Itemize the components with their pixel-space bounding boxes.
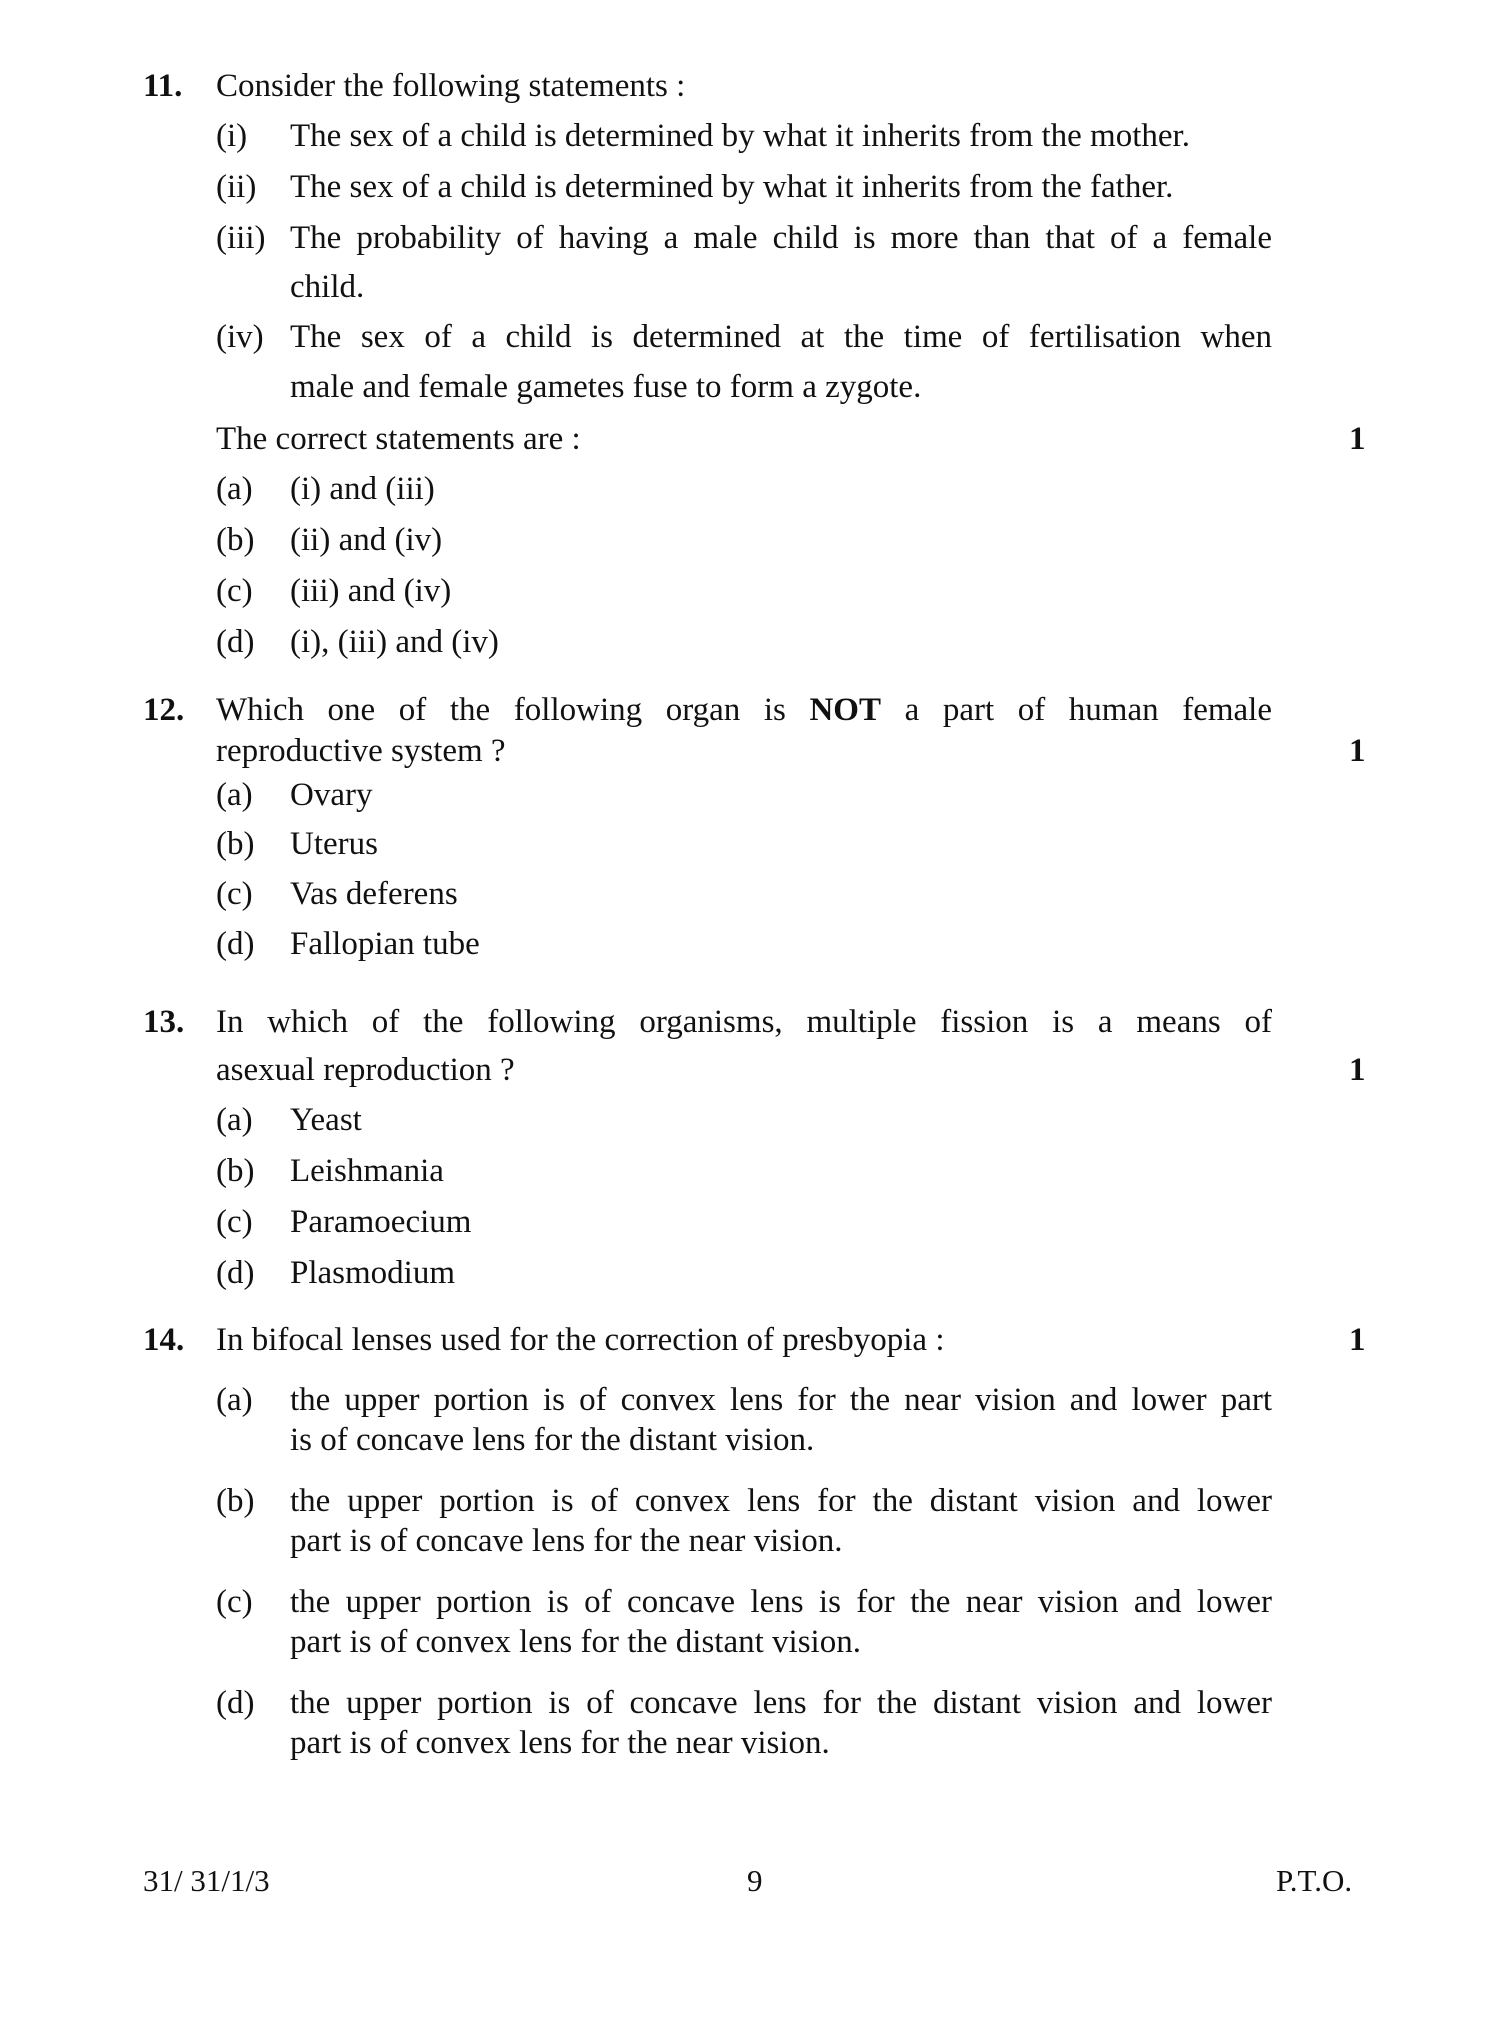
option-text: the upper portion is of convex lens for the distant vision and lower (290, 1483, 1272, 1519)
option-marker: (d) (216, 1685, 255, 1721)
option-text: the upper portion is of concave lens for the distant vision and lower (290, 1685, 1272, 1721)
option-text: (i) and (iii) (290, 471, 435, 507)
option-text-continued: part is of convex lens for the distant vision. (290, 1624, 861, 1660)
marks-label: 1 (1349, 733, 1366, 769)
question-stem-continued: reproductive system ? (216, 733, 506, 769)
page-number: 9 (747, 1863, 763, 1898)
question-stem: In which of the following organisms, multiple fission is a means of (216, 1004, 1272, 1040)
option-marker: (c) (216, 876, 253, 912)
option-marker: (a) (216, 1382, 253, 1418)
option-marker: (c) (216, 1204, 253, 1240)
option-text: Yeast (290, 1102, 362, 1138)
option-marker: (d) (216, 926, 255, 962)
option-text: Plasmodium (290, 1255, 456, 1291)
option-marker: (b) (216, 826, 255, 862)
option-marker: (b) (216, 1153, 255, 1189)
marks-label: 1 (1349, 1322, 1366, 1358)
option-marker: (c) (216, 573, 253, 609)
option-text: Fallopian tube (290, 926, 480, 962)
option-text: (i), (iii) and (iv) (290, 624, 499, 660)
option-marker: (d) (216, 1255, 255, 1291)
option-text: the upper portion is of convex lens for the near vision and lower part (290, 1382, 1272, 1418)
option-text: Paramoecium (290, 1204, 472, 1240)
statement-text: The sex of a child is determined by what it inherits from the mother. (290, 118, 1190, 154)
option-text: (ii) and (iv) (290, 522, 443, 558)
statement-marker: (iv) (216, 319, 264, 355)
option-marker: (c) (216, 1584, 253, 1620)
pto-label: P.T.O. (1276, 1863, 1353, 1898)
statement-text: The probability of having a male child is more than that of a female (290, 220, 1272, 256)
statement-text-continued: male and female gametes fuse to form a zygote. (290, 369, 922, 405)
option-marker: (b) (216, 1483, 255, 1519)
question-number: 11. (143, 68, 183, 104)
question-stem: Consider the following statements : (216, 68, 686, 104)
option-marker: (a) (216, 1102, 253, 1138)
emphasis-not: NOT (809, 692, 881, 728)
option-marker: (b) (216, 522, 255, 558)
statement-marker: (i) (216, 118, 248, 154)
paper-code: 31/ 31/1/3 (143, 1863, 270, 1898)
question-stem: Which one of the following organ is NOT a part of human female (216, 692, 1272, 728)
option-text-continued: is of concave lens for the distant vision. (290, 1422, 815, 1458)
option-text: Vas deferens (290, 876, 458, 912)
option-text-continued: part is of concave lens for the near vision. (290, 1523, 843, 1559)
question-number: 13. (143, 1004, 185, 1040)
option-text: Leishmania (290, 1153, 444, 1189)
question-number: 12. (143, 692, 185, 728)
option-text: Ovary (290, 777, 373, 813)
statement-marker: (ii) (216, 169, 257, 205)
question-prompt: The correct statements are : (216, 421, 581, 457)
option-text: (iii) and (iv) (290, 573, 452, 609)
question-stem-continued: asexual reproduction ? (216, 1052, 515, 1088)
statement-text: The sex of a child is determined at the time of fertilisation when (290, 319, 1272, 355)
option-text-continued: part is of convex lens for the near vision. (290, 1725, 830, 1761)
option-marker: (a) (216, 777, 253, 813)
option-marker: (a) (216, 471, 253, 507)
question-stem: In bifocal lenses used for the correction of presbyopia : (216, 1322, 945, 1358)
marks-label: 1 (1349, 1052, 1366, 1088)
statement-text: The sex of a child is determined by what it inherits from the father. (290, 169, 1174, 205)
question-number: 14. (143, 1322, 185, 1358)
marks-label: 1 (1349, 421, 1366, 457)
statement-marker: (iii) (216, 220, 266, 256)
option-text: the upper portion is of concave lens is for the near vision and lower (290, 1584, 1272, 1620)
option-marker: (d) (216, 624, 255, 660)
statement-text-continued: child. (290, 269, 365, 305)
option-text: Uterus (290, 826, 378, 862)
